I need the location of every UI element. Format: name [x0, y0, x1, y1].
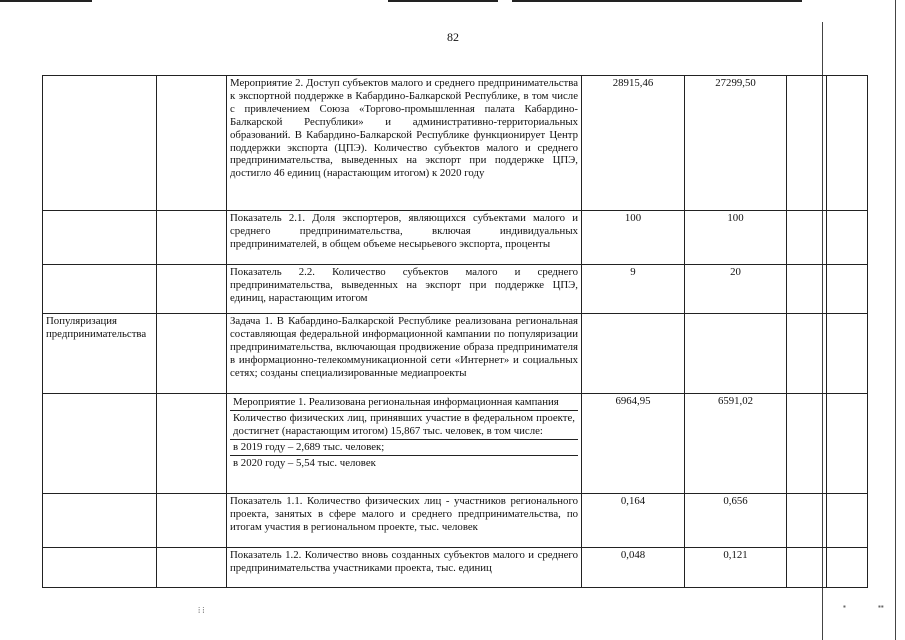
top-rule-right: [512, 0, 802, 2]
value-cell: 0,121: [685, 548, 787, 588]
empty-cell: [157, 211, 227, 265]
scan-artifact: ⁞ ⁞: [198, 606, 205, 615]
topic-cell: [43, 394, 157, 494]
empty-cell: [827, 548, 868, 588]
table-row: [43, 265, 868, 314]
description-cell: Задача 1. В Кабардино-Балкарской Республике реализована региональная составляющая федеральной информационной кампании по популяризации предпринимательства, включающая продвижение образа предпринимателя в информационно-телекоммуникационной сети «Интернет» и социальных сетях; созданы специализированные медиапроекты: [227, 314, 582, 394]
topic-cell: [43, 76, 157, 211]
value-cell: 0,048: [582, 548, 685, 588]
top-rule-left: [0, 0, 92, 2]
data-table: [42, 75, 868, 588]
table-row: [43, 394, 868, 494]
scan-artifact: ▪▪: [878, 602, 884, 611]
value-cell: 0,656: [685, 494, 787, 548]
topic-cell: [43, 211, 157, 265]
empty-cell: [787, 76, 827, 211]
empty-cell: [787, 394, 827, 494]
empty-cell: [827, 211, 868, 265]
value-cell: 27299,50: [685, 76, 787, 211]
description-cell-group: [227, 394, 582, 494]
value-cell: [582, 314, 685, 394]
value-cell: 100: [582, 211, 685, 265]
empty-cell: [827, 76, 868, 211]
value-cell: 28915,46: [582, 76, 685, 211]
empty-cell: [787, 548, 827, 588]
scan-artifact: ▪: [843, 602, 846, 611]
margin-line: [895, 0, 896, 640]
table-row: [43, 76, 868, 211]
description-cell: Показатель 2.1. Доля экспортеров, являющихся субъектами малого и среднего предпринимательства, включая индивидуальных предпринимателей, в общем объеме несырьевого экспорта, проценты: [227, 211, 582, 265]
empty-cell: [827, 314, 868, 394]
value-cell: 20: [685, 265, 787, 314]
empty-cell: [157, 548, 227, 588]
page-number: 82: [447, 30, 459, 44]
empty-cell: [827, 394, 868, 494]
empty-cell: [827, 265, 868, 314]
empty-cell: [787, 494, 827, 548]
value-cell: 100: [685, 211, 787, 265]
table-row: [43, 494, 868, 548]
description-cell: Показатель 1.1. Количество физических лиц - участников регионального проекта, занятых в сфере малого и среднего предпринимательства, по итогам участия в региональном проекте, тыс. человек: [227, 494, 582, 548]
description-cell: Мероприятие 2. Доступ субъектов малого и среднего предпринимательства к экспортной поддержке в Кабардино-Балкарской Республике, в том числе с привлечением Союза «Торгово-промышленная палата Кабардино-Балкарской Республики» и административно-территориальных образований. В Кабардино-Балкарской Республике функционирует Центр поддержки экспорта (ЦПЭ). Количество субъектов малого и среднего предпринимательства, выведенных на экспорт при поддержке ЦПЭ, достигло 46 единиц (нарастающим итогом) к 2020 году: [227, 76, 582, 211]
description-subcell: Мероприятие 1. Реализована региональная информационная кампания: [230, 395, 578, 411]
top-rule-middle: [388, 0, 498, 2]
description-subcell: Количество физических лиц, принявших участие в федеральном проекте, достигнет (нарастающим итогом) 15,867 тыс. человек, в том числе:: [230, 411, 578, 440]
table-row: [43, 314, 868, 394]
empty-cell: [787, 211, 827, 265]
value-cell: 6591,02: [685, 394, 787, 494]
empty-cell: [157, 76, 227, 211]
description-cell: Показатель 1.2. Количество вновь созданных субъектов малого и среднего предпринимательства участниками проекта, тыс. единиц: [227, 548, 582, 588]
topic-cell: [43, 548, 157, 588]
table-row: [43, 548, 868, 588]
empty-cell: [157, 314, 227, 394]
empty-cell: [787, 265, 827, 314]
empty-cell: [157, 265, 227, 314]
description-cell: Показатель 2.2. Количество субъектов малого и среднего предпринимательства, выведенных на экспорт при поддержке ЦПЭ, единиц, нарастающим итогом: [227, 265, 582, 314]
value-cell: 6964,95: [582, 394, 685, 494]
empty-cell: [157, 494, 227, 548]
value-cell: 0,164: [582, 494, 685, 548]
value-cell: 9: [582, 265, 685, 314]
topic-cell: [43, 494, 157, 548]
topic-cell: [43, 265, 157, 314]
topic-cell: Популяризация предпринимательства: [43, 314, 157, 394]
table-row: [43, 211, 868, 265]
empty-cell: [787, 314, 827, 394]
empty-cell: [827, 494, 868, 548]
empty-cell: [157, 394, 227, 494]
value-cell: [685, 314, 787, 394]
description-subcell: в 2019 году – 2,689 тыс. человек;: [230, 440, 578, 456]
description-subcell: в 2020 году – 5,54 тыс. человек: [233, 456, 376, 469]
